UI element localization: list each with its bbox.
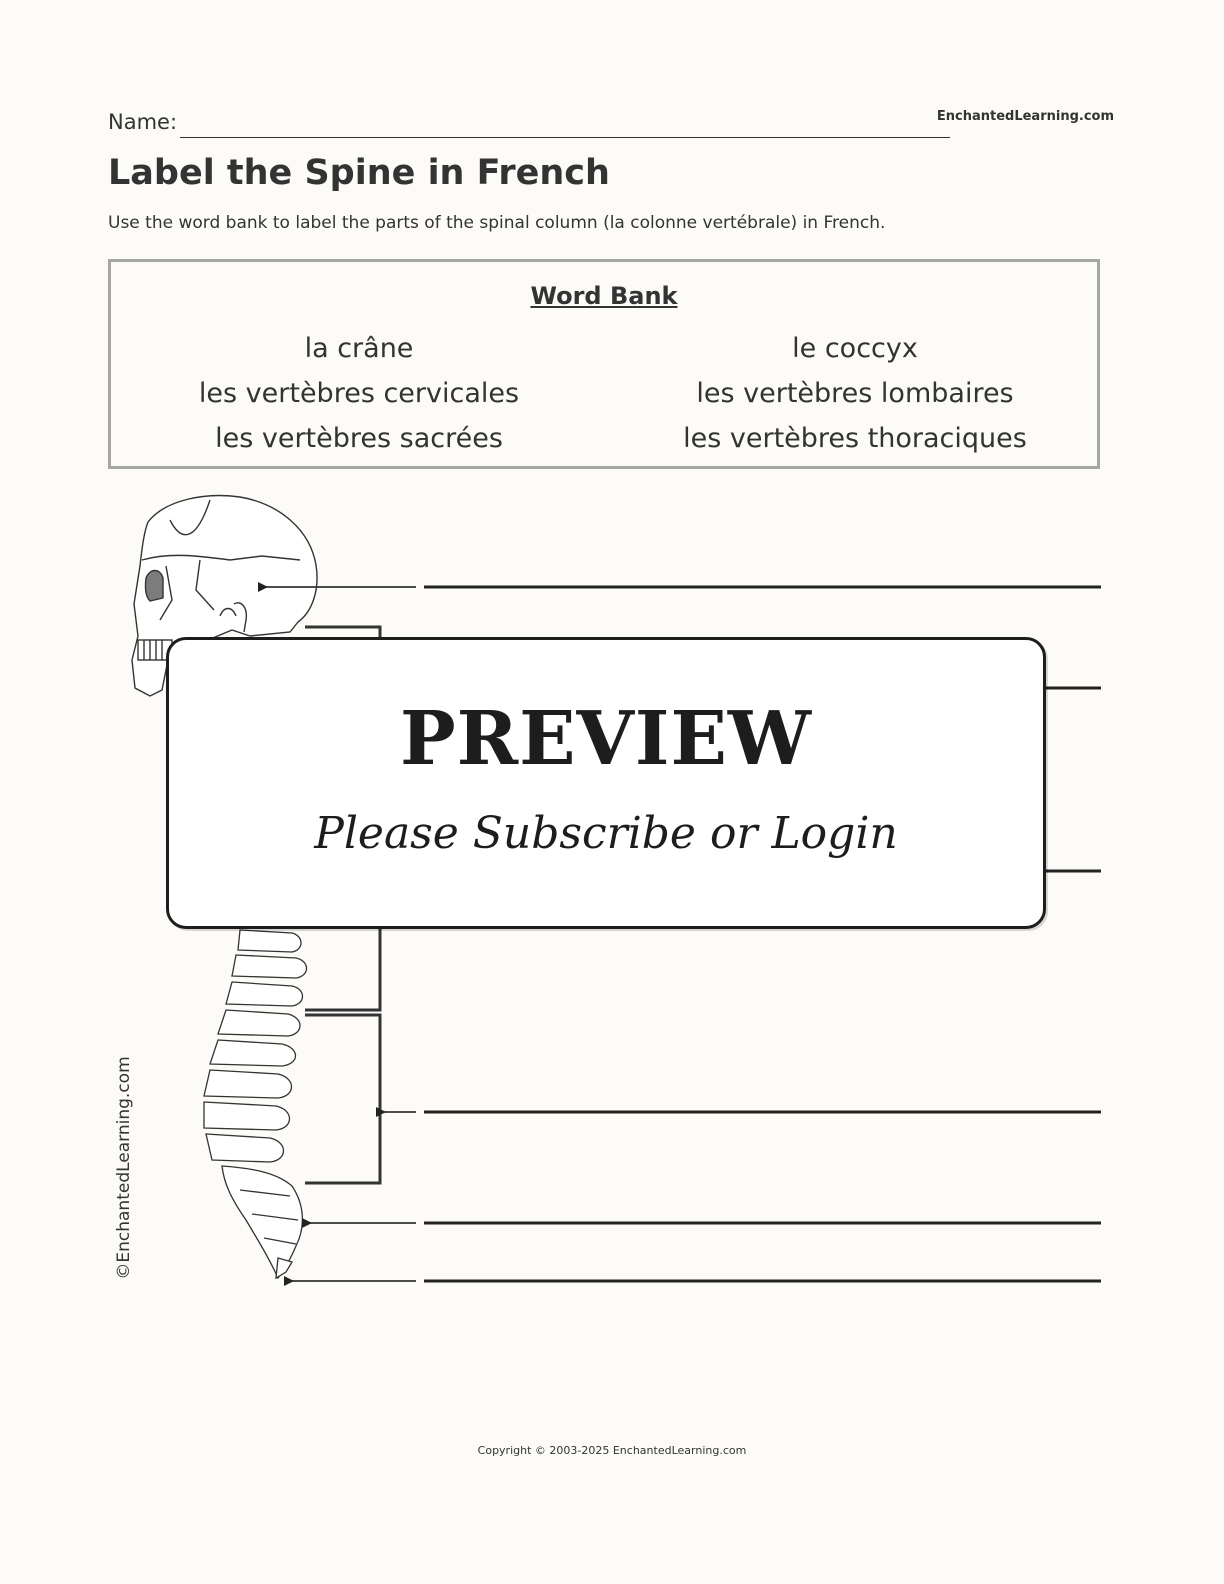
side-credit: ©EnchantedLearning.com <box>114 1056 134 1280</box>
name-label: Name: <box>108 110 178 134</box>
word-bank-item: la crâne <box>304 333 414 364</box>
page-title: Label the Spine in French <box>108 153 610 193</box>
word-bank-item: les vertèbres sacrées <box>215 423 503 454</box>
word-bank-item: les vertèbres thoraciques <box>683 423 1027 454</box>
word-bank-left-column <box>111 326 607 461</box>
preview-overlay[interactable] <box>166 637 1046 929</box>
instructions: Use the word bank to label the parts of the spinal column (la colonne vertébrale) in French. <box>108 213 886 233</box>
name-answer-line[interactable] <box>180 137 950 138</box>
word-bank-item: les vertèbres lombaires <box>696 378 1014 409</box>
word-bank <box>108 259 1100 469</box>
preview-title: PREVIEW <box>399 696 813 782</box>
subscribe-login-prompt[interactable]: Please Subscribe or Login <box>314 808 898 859</box>
copyright: Copyright © 2003-2025 EnchantedLearning.com <box>477 1444 747 1457</box>
word-bank-item: les vertèbres cervicales <box>198 378 520 409</box>
word-bank-right-column <box>607 326 1103 461</box>
word-bank-title: Word Bank <box>530 282 678 310</box>
vertebrae-drawing <box>204 930 307 1278</box>
word-bank-item: le coccyx <box>792 333 918 364</box>
site-name: EnchantedLearning.com <box>936 109 1114 124</box>
